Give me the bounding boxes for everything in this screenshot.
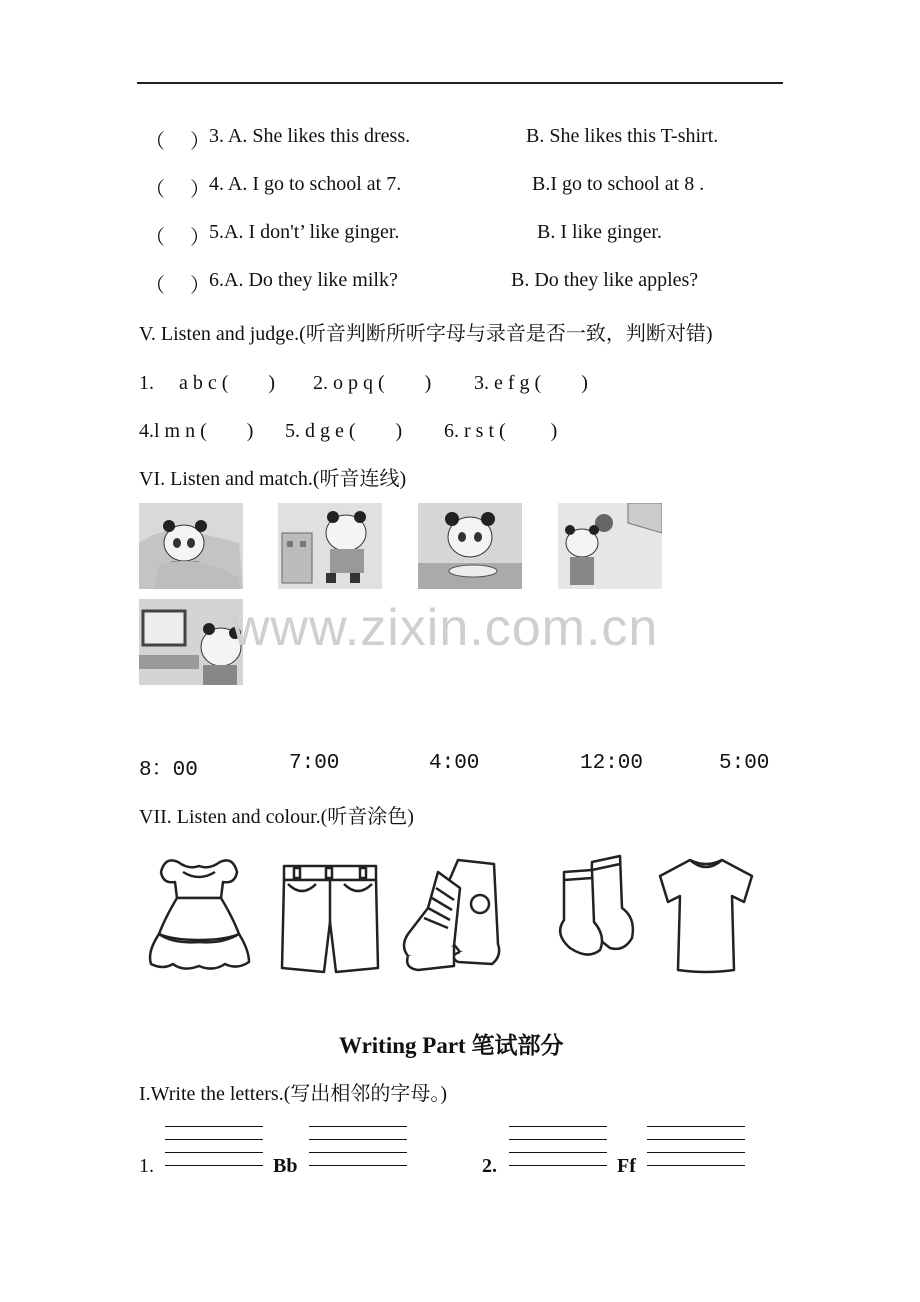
t-shirt-picture (656, 848, 756, 978)
letters-q2-number: 2. (482, 1155, 497, 1177)
writing-section-i-title: I.Write the letters.(写出相邻的字母。) (139, 1083, 448, 1105)
writing-part-title: Writing Part 笔试部分 (339, 1033, 564, 1058)
panda-basketball-picture (558, 503, 662, 589)
choice-5-b: B. I like ginger. (537, 221, 662, 243)
letters-q2-letter: Ff (617, 1155, 636, 1177)
judge-item-2: 2. o p q ( ) (313, 372, 432, 394)
judge-item-4: 4.l m n ( ) (139, 420, 254, 442)
panda-watching-tv-picture (139, 599, 243, 685)
choice-3-b: B. She likes this T-shirt. (526, 125, 719, 147)
choice-6-a: 6.A. Do they like milk? (209, 269, 398, 291)
header-rule (137, 82, 783, 84)
panda-eating-picture (418, 503, 522, 589)
judge-item-5: 5. d g e ( ) (285, 420, 403, 442)
letters-q1-letter: Bb (273, 1155, 298, 1177)
choice-6-b: B. Do they like apples? (511, 269, 699, 291)
choice-4-paren: （ ） (145, 179, 210, 201)
socks-picture (544, 848, 640, 978)
choice-5-paren: （ ） (145, 227, 210, 249)
time-1: 8：00 (139, 759, 198, 782)
judge-item-1: 1. a b c ( ) (139, 372, 276, 394)
time-4: 12:00 (580, 752, 644, 775)
choice-5-a: 5.A. I don't’ like ginger. (209, 221, 400, 243)
judge-item-6: 6. r s t ( ) (444, 420, 558, 442)
section-vi-title: VI. Listen and match.(听音连线) (139, 468, 407, 490)
sneakers-picture (398, 848, 510, 978)
letters-q1-number: 1. (139, 1155, 154, 1177)
choice-3-a: 3. A. She likes this dress. (209, 125, 411, 147)
choice-6-paren: （ ） (145, 275, 210, 297)
time-2: 7:00 (289, 752, 340, 775)
time-5: 5:00 (719, 752, 770, 775)
dress-picture (143, 848, 255, 978)
panda-going-to-school-picture (278, 503, 382, 589)
time-3: 4:00 (429, 752, 480, 775)
shorts-picture (274, 848, 386, 978)
section-v-title: V. Listen and judge.(听音判断所听字母与录音是否一致，判断对错) (139, 323, 713, 345)
judge-item-3: 3. e f g ( ) (474, 372, 588, 394)
choice-4-a: 4. A. I go to school at 7. (209, 173, 402, 195)
panda-sleeping-picture (139, 503, 243, 589)
section-vii-title: VII. Listen and colour.(听音涂色) (139, 806, 414, 828)
choice-3-paren: （ ） (145, 131, 210, 153)
watermark: www.zixin.com.cn (232, 599, 659, 657)
choice-4-b: B.I go to school at 8 . (532, 173, 705, 195)
